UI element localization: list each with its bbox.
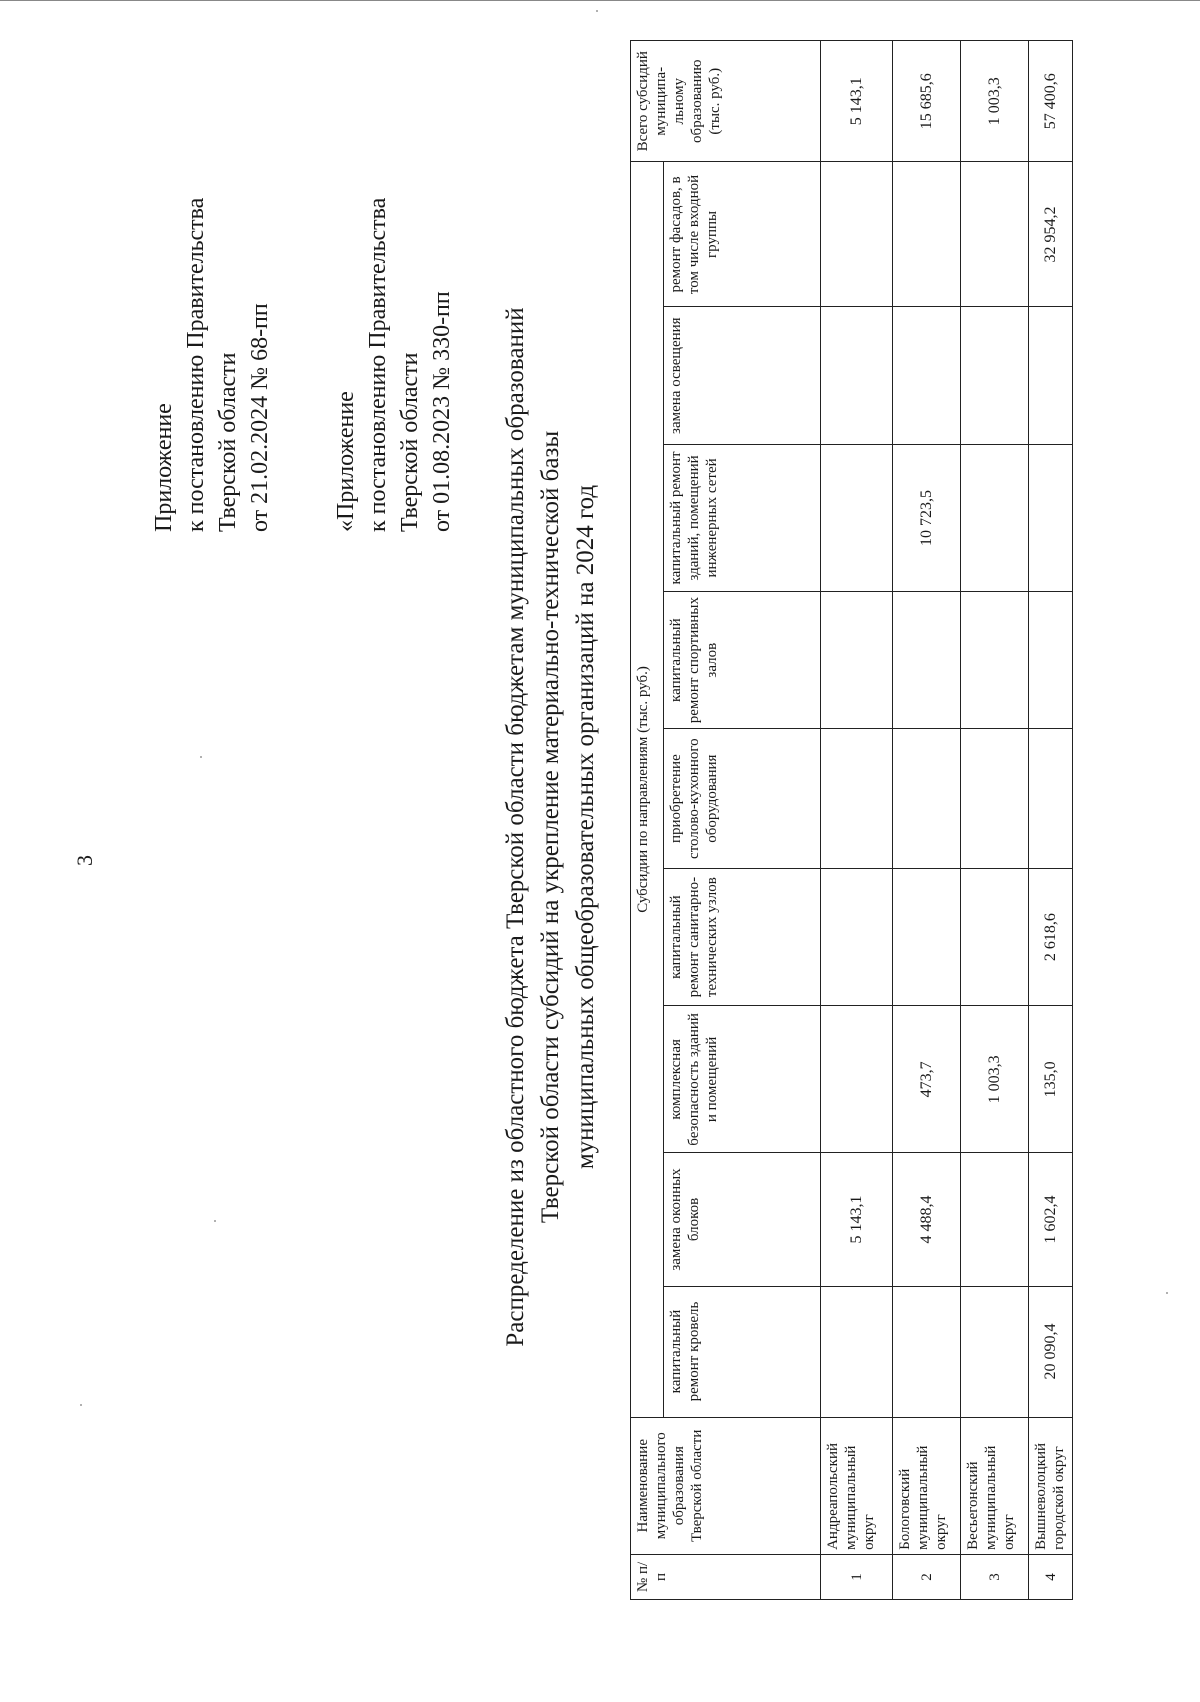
table-row bbox=[961, 41, 1029, 1600]
cell-gyms bbox=[1029, 591, 1073, 728]
title-line: Тверской области субсидий на укрепление материально-технической базы bbox=[537, 430, 564, 1224]
cell-name: Вышневолоцкий городской округ bbox=[1029, 1417, 1073, 1554]
cell-gyms bbox=[961, 591, 1029, 728]
header-gyms: капитальный ремонт спортивных залов bbox=[664, 591, 821, 728]
cell-num: 4 bbox=[1029, 1554, 1073, 1599]
cell-sanitary bbox=[893, 868, 961, 1005]
appendix-previous-line: «Приложение bbox=[333, 391, 359, 532]
cell-name: Андреапольский муниципальный округ bbox=[821, 1417, 893, 1554]
cell-name: Бологовский муниципальный округ bbox=[893, 1417, 961, 1554]
appendix-current-line: к постановлению Правительства bbox=[183, 197, 209, 532]
cell-num: 1 bbox=[821, 1554, 893, 1599]
appendix-current-line: от 21.02.2024 № 68-пп bbox=[247, 303, 273, 532]
appendix-previous-line: от 01.08.2023 № 330-пп bbox=[429, 291, 455, 532]
cell-total: 1 003,3 bbox=[961, 41, 1029, 162]
cell-windows: 5 143,1 bbox=[821, 1153, 893, 1286]
appendix-current bbox=[148, 198, 276, 532]
header-sanitary: капитальный ремонт санитарно-технических узлов bbox=[664, 868, 821, 1005]
cell-kitchen bbox=[893, 729, 961, 869]
cell-facades bbox=[893, 162, 961, 307]
header-lighting: замена освещения bbox=[664, 307, 821, 444]
table-row bbox=[1029, 41, 1073, 1600]
cell-sanitary bbox=[821, 868, 893, 1005]
cell-facades bbox=[821, 162, 893, 307]
header-windows: замена оконных блоков bbox=[664, 1153, 821, 1286]
cell-buildings bbox=[1029, 444, 1073, 591]
cell-num: 2 bbox=[893, 1554, 961, 1599]
cell-name: Весьегонский муниципальный округ bbox=[961, 1417, 1029, 1554]
header-num: № п/п bbox=[631, 1554, 821, 1599]
cell-roof bbox=[893, 1286, 961, 1417]
cell-num: 3 bbox=[961, 1554, 1029, 1599]
cell-kitchen bbox=[1029, 729, 1073, 869]
cell-safety bbox=[821, 1006, 893, 1153]
title-line: муниципальных общеобразовательных организаций на 2024 год bbox=[572, 484, 599, 1170]
cell-buildings bbox=[821, 444, 893, 591]
cell-roof bbox=[961, 1286, 1029, 1417]
header-group: Субсидии по направлениям (тыс. руб.) bbox=[631, 162, 664, 1417]
table-row bbox=[821, 41, 893, 1600]
cell-roof: 20 090,4 bbox=[1029, 1286, 1073, 1417]
cell-windows: 1 602,4 bbox=[1029, 1153, 1073, 1286]
cell-buildings bbox=[961, 444, 1029, 591]
cell-facades: 32 954,2 bbox=[1029, 162, 1073, 307]
cell-windows bbox=[961, 1153, 1029, 1286]
cell-safety: 135,0 bbox=[1029, 1006, 1073, 1153]
cell-buildings: 10 723,5 bbox=[893, 444, 961, 591]
cell-gyms bbox=[893, 591, 961, 728]
cell-total: 15 685,6 bbox=[893, 41, 961, 162]
appendix-previous-line: Тверской области bbox=[397, 352, 423, 532]
cell-kitchen bbox=[961, 729, 1029, 869]
cell-kitchen bbox=[821, 729, 893, 869]
header-total: Всего субсидий муниципа-льному образованию (тыс. руб.) bbox=[631, 41, 821, 162]
subsidies-table bbox=[630, 40, 1073, 1600]
appendix-previous-line: к постановлению Правительства bbox=[365, 197, 391, 532]
document-title bbox=[498, 202, 603, 1452]
header-safety: комплексная безопасность зданий и помещений bbox=[664, 1006, 821, 1153]
header-roof: капитальный ремонт кровель bbox=[664, 1286, 821, 1417]
appendix-previous bbox=[330, 198, 458, 532]
cell-gyms bbox=[821, 591, 893, 728]
header-kitchen: приобретение столово-кухонного оборудования bbox=[664, 729, 821, 869]
appendix-current-line: Приложение bbox=[151, 403, 177, 532]
cell-lighting bbox=[821, 307, 893, 444]
title-line: Распределение из областного бюджета Тверской области бюджетам муниципальных образований bbox=[502, 307, 529, 1347]
cell-facades bbox=[961, 162, 1029, 307]
table-row bbox=[893, 41, 961, 1600]
page-number: 3 bbox=[72, 855, 97, 866]
cell-lighting bbox=[1029, 307, 1073, 444]
cell-safety: 473,7 bbox=[893, 1006, 961, 1153]
cell-total: 57 400,6 bbox=[1029, 41, 1073, 162]
cell-sanitary bbox=[961, 868, 1029, 1005]
cell-total: 5 143,1 bbox=[821, 41, 893, 162]
cell-lighting bbox=[893, 307, 961, 444]
appendix-current-line: Тверской области bbox=[215, 352, 241, 532]
cell-roof bbox=[821, 1286, 893, 1417]
cell-windows: 4 488,4 bbox=[893, 1153, 961, 1286]
cell-safety: 1 003,3 bbox=[961, 1006, 1029, 1153]
header-name: Наименование муниципального образования Тверской области bbox=[631, 1417, 821, 1554]
header-buildings: капитальный ремонт зданий, помещений инженерных сетей bbox=[664, 444, 821, 591]
cell-lighting bbox=[961, 307, 1029, 444]
header-facades: ремонт фасадов, в том числе входной группы bbox=[664, 162, 821, 307]
cell-sanitary: 2 618,6 bbox=[1029, 868, 1073, 1005]
